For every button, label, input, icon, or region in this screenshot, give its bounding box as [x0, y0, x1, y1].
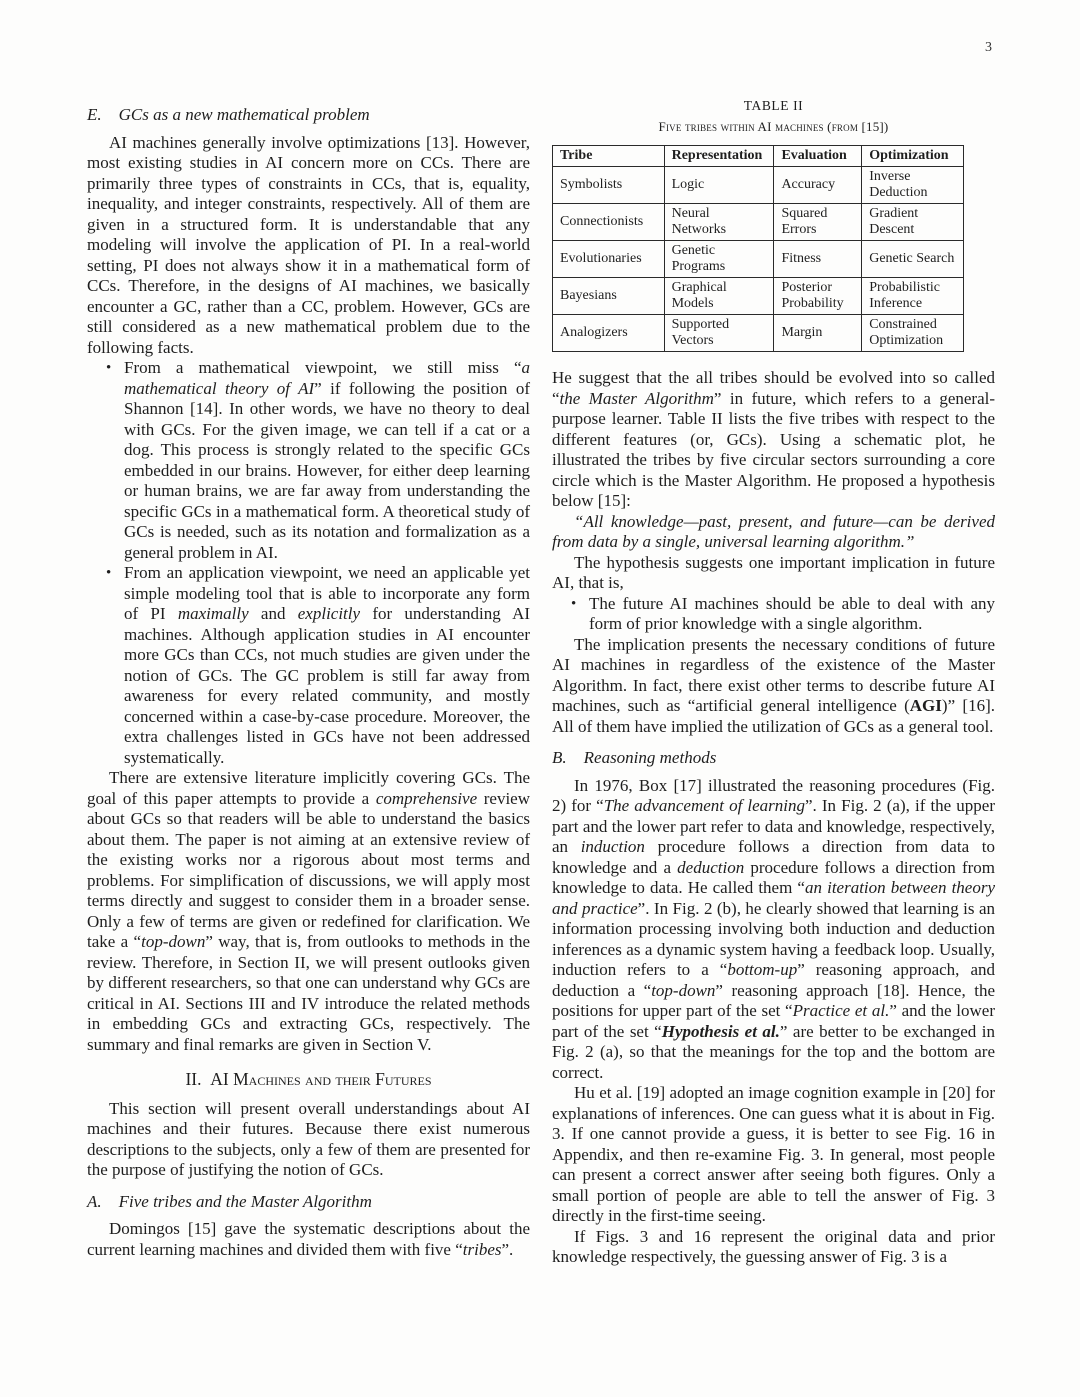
table-header-tribe: Tribe	[553, 146, 665, 167]
table-cell: Posterior Probability	[774, 278, 862, 315]
table-row-bayesians	[553, 278, 964, 315]
table-cell: Accuracy	[774, 167, 862, 204]
table-cell: Graphical Models	[664, 278, 774, 315]
table-header-representation: Representation	[664, 146, 774, 167]
page-number: 3	[985, 40, 992, 55]
table-cell: Inverse Deduction	[862, 167, 964, 204]
table-cell: Supported Vectors	[664, 315, 774, 352]
table-cell: Symbolists	[553, 167, 665, 204]
section-ii-title: II. AI Machines and their Futures	[185, 1069, 432, 1089]
table-cell: Gradient Descent	[862, 204, 964, 241]
right-column	[552, 94, 995, 1268]
paragraph-section-overview: This section will present overall understandings about AI machines and their futures. Because there exist numerous descriptions to the subjects, only a few of them are presented for the purpose of justifying the notion of GCs.	[87, 1098, 530, 1179]
section-e-heading: E. GCs as a new mathematical problem	[87, 105, 370, 124]
paragraph-box-reasoning: In 1976, Box [17] illustrated the reasoning procedures (Fig. 2) for “The advancement of learning”. In Fig. 2 (a), if the upper part and the lower part refer to data and knowledge, respectively, an induction procedure follows a direction from data to knowledge and a deduction procedure follows a direction from knowledge to data. He called them “an iteration between theory and practice”. In Fig. 2 (b), he clearly showed that learning is an information processing involving both induction and deduction inferences as a dynamic system having a feedback loop. Usually, induction refers to a “bottom-up” reasoning approach, and deduction a “top-down” reasoning approach [18]. Hence, the positions for upper part of the set “Practice et al.” and the lower part of the set “Hypothesis et al.” are better to be exchanged in Fig. 2 (a), so that the meanings for the top and the bottom are correct.	[552, 775, 996, 1082]
bullet-item-future-ai: • The future AI machines should be able to deal with any form of prior knowledge with a single algorithm.	[552, 594, 995, 635]
paragraph-extensive-literature: There are extensive literature implicitly covering GCs. The goal of this paper attempts to provide a comprehensive review about GCs so that readers will be able to understand the basics about them. The paper is not aiming at an extensive review of the existing works nor a rigorous about most terms and problems. For simplification of discussions, we will apply most terms directly and suggest to consider them in a broader sense. Only a few of terms are given or redefined for clarification. We take a “top-down” way, that is, from outlooks to methods in the review. Therefore, in Section II, we will present outlooks given by different researchers, so that one can understand why GCs are critical in AI. Sections III and IV introduce the related methods in embedding GCs and extracting GCs, respectively. The summary and final remarks are given in Section V.	[87, 768, 530, 1054]
table-ii-caption-number: TABLE II	[743, 98, 804, 113]
table-ii-caption	[552, 96, 995, 137]
paragraph-ai-machines-optimizations: AI machines generally involve optimizations [13]. However, most existing studies in AI concern more on CCs. There are primarily three types of constraints in CCs, that is, equality, inequality, and integer constraints, respectively. All of them are given in a structured form. It is understandable that any modeling will involve the application of PI. In a real-world setting, PI does not always show it in a mathematical form of CCs. Therefore, in the designs of AI machines, we basically encounter a GC, rather than a CC, problem. However, GCs are still considered as a new mathematical problem due to the following facts.	[87, 132, 530, 357]
table-cell: Neural Networks	[664, 204, 774, 241]
table-header-evaluation: Evaluation	[774, 146, 862, 167]
implication-bullet-list	[552, 594, 995, 635]
table-row-analogizers	[553, 315, 964, 352]
table-cell: Genetic Search	[862, 241, 964, 278]
subsection-a-heading: A. Five tribes and the Master Algorithm	[87, 1191, 372, 1211]
table-header-row	[553, 146, 964, 167]
table-cell: Fitness	[774, 241, 862, 278]
table-cell: Analogizers	[553, 315, 665, 352]
table-row-evolutionaries	[553, 241, 964, 278]
two-column-layout	[87, 94, 995, 1268]
bullet-item-mathematical-viewpoint: • From a mathematical viewpoint, we still miss “a mathematical theory of AI” if following the position of Shannon [14]. In other words, we have no theory to deal with GCs. For the given image, we can tell if a cat or a dog. This process is strongly related to the specific GCs embedded in our brains. However, for either deep learning or human brains, we are far away from understanding the specific GCs in a mathematical form. A theoretical study of GCs is needed, such as its notation and formalization as a general problem in AI.	[87, 358, 530, 563]
quote-all-knowledge: “All knowledge—past, present, and future—can be derived from data by a single, universal learning algorithm.”	[552, 511, 995, 551]
table-ii-caption-title: Five tribes within AI machines (from [15])	[658, 118, 889, 134]
paragraph-domingos: Domingos [15] gave the systematic descriptions about the current learning machines and divided them with five “tribes”.	[87, 1219, 530, 1259]
table-row-symbolists	[553, 167, 964, 204]
table-cell: Connectionists	[553, 204, 665, 241]
bullet-item-application-viewpoint: • From an application viewpoint, we need an applicable yet simple modeling tool that is able to incorporate any form of PI maximally and explicitly for understanding AI machines. Although application studies in AI encounter more GCs than CCs, not much studies are given under the notion of GCs. The GC problem is still far away from awareness for every related community, and mostly concerned within a case-by-case procedure. Moreover, the extra challenges listed in GCs have not been addressed systematically.	[87, 563, 530, 768]
table-cell: Bayesians	[553, 278, 665, 315]
paragraph-hu-image-cognition: Hu et al. [19] adopted an image cognition example in [20] for explanations of inferences. One can guess what it is about in Fig. 3. If one cannot provide a guess, it is better to see Fig. 16 in Appendix, and then re-examine Fig. 3. In general, most people can present a correct answer after seeing both figures. Only a small portion of people are able to tell the answer of Fig. 3 directly in the first-time seeing.	[552, 1083, 995, 1225]
table-cell: Genetic Programs	[664, 241, 774, 278]
table-cell: Evolutionaries	[553, 241, 665, 278]
table-ii-five-tribes	[552, 145, 964, 352]
gc-facts-bullet-list	[87, 358, 530, 768]
left-column	[87, 94, 530, 1268]
paragraph-implication-conditions: The implication presents the necessary conditions of future AI machines in regardless of the existence of the Master Algorithm. In fact, there exist other terms to describe future AI machines, such as “artificial general intelligence (AGI)” [16]. All of them have implied the utilization of GCs as a general tool.	[552, 634, 996, 736]
paragraph-hypothesis-implication: The hypothesis suggests one important implication in future AI, that is,	[552, 552, 995, 592]
paragraph-figs-3-16: If Figs. 3 and 16 represent the original data and prior knowledge respectively, the guessing answer of Fig. 3 is a	[552, 1226, 995, 1266]
subsection-b-heading: B. Reasoning methods	[552, 748, 717, 767]
table-cell: Squared Errors	[774, 204, 862, 241]
table-row-connectionists	[553, 204, 964, 241]
table-cell: Probabilistic Inference	[862, 278, 964, 315]
table-cell: Constrained Optimization	[862, 315, 964, 352]
table-cell: Logic	[664, 167, 774, 204]
table-header-optimization: Optimization	[862, 146, 964, 167]
paragraph-master-algorithm: He suggest that the all tribes should be evolved into so called “the Master Algorithm” in future, which refers to a general-purpose learner. Table II lists the five tribes with respect to the different features (or, GCs). Using a schematic plot, he illustrated the tribes by five circular sectors surrounding a core circle which is the Master Algorithm. He proposed a hypothesis below [15]:	[552, 368, 995, 510]
table-cell: Margin	[774, 315, 862, 352]
